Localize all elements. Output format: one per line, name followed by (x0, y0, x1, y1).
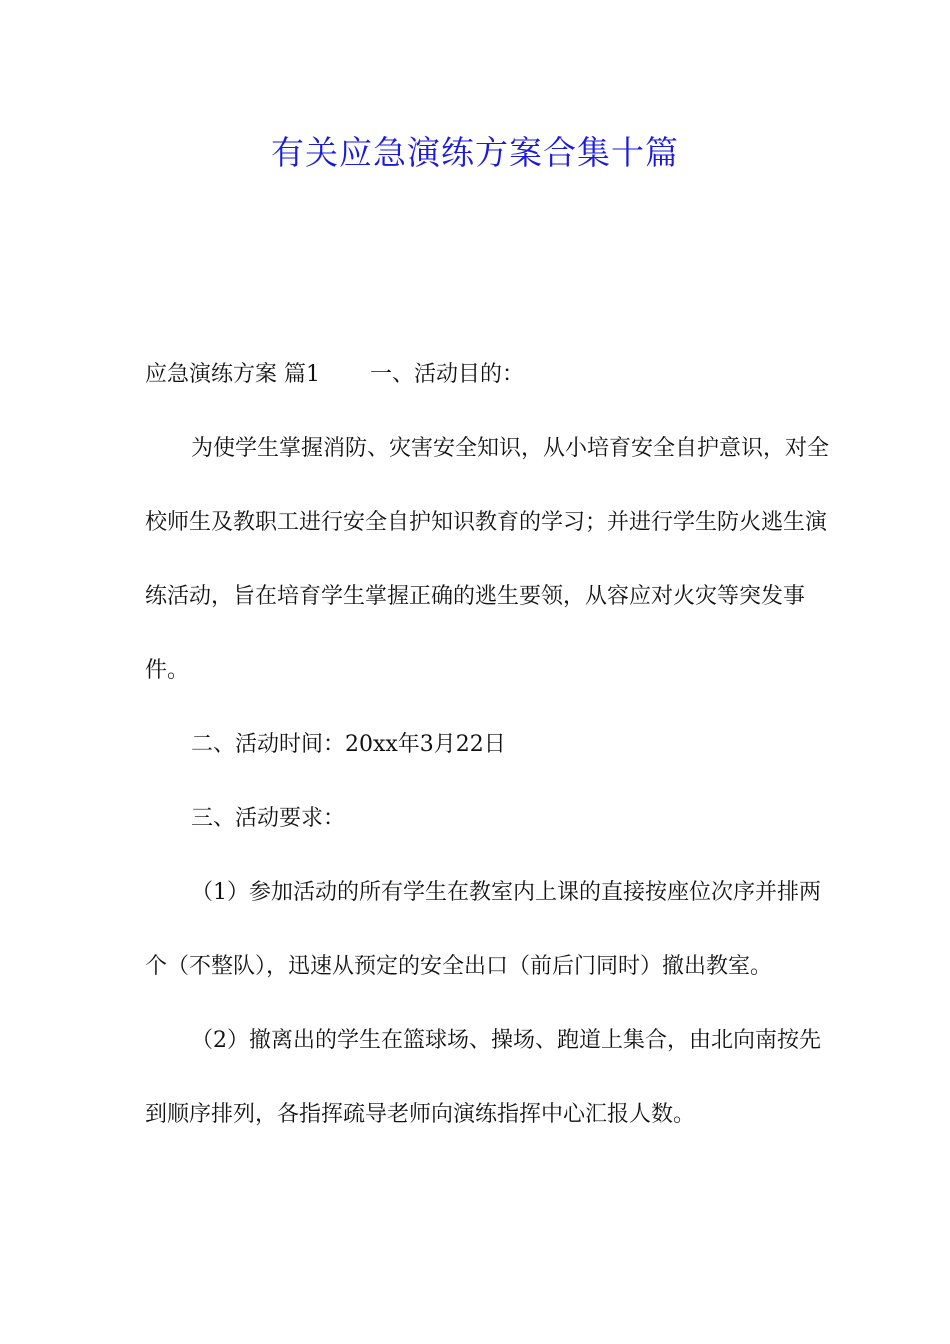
document-title: 有关应急演练方案合集十篇 (271, 133, 679, 172)
requirement-item-2: （2）撤离出的学生在篮球场、操场、跑道上集合，由北向南按先到顺序排列，各指挥疏导老师向演练指挥中心汇报人数。 (145, 1028, 821, 1127)
heading-activity-requirements: 三、活动要求： (191, 806, 346, 831)
requirement-item-1: （1）参加活动的所有学生在教室内上课的直接按座位次序并排两个（不整队），迅速从预定的安全出口（前后门同时）撤出教室。 (145, 880, 821, 979)
section-heading-line (145, 338, 830, 412)
heading-activity-time: 二、活动时间：20xx年3月22日 (191, 732, 506, 757)
heading-activity-purpose: 一、活动目的： (370, 362, 525, 387)
section-label: 应急演练方案 篇1 (145, 362, 320, 387)
document-body (145, 338, 830, 1152)
paragraph-purpose: 为使学生掌握消防、灾害安全知识，从小培育安全自护意识，对全校师生及教职工进行安全自护知识教育的学习；并进行学生防火逃生演练活动，旨在培育学生掌握正确的逃生要领，从容应对火灾等突发事件。 (145, 436, 830, 683)
